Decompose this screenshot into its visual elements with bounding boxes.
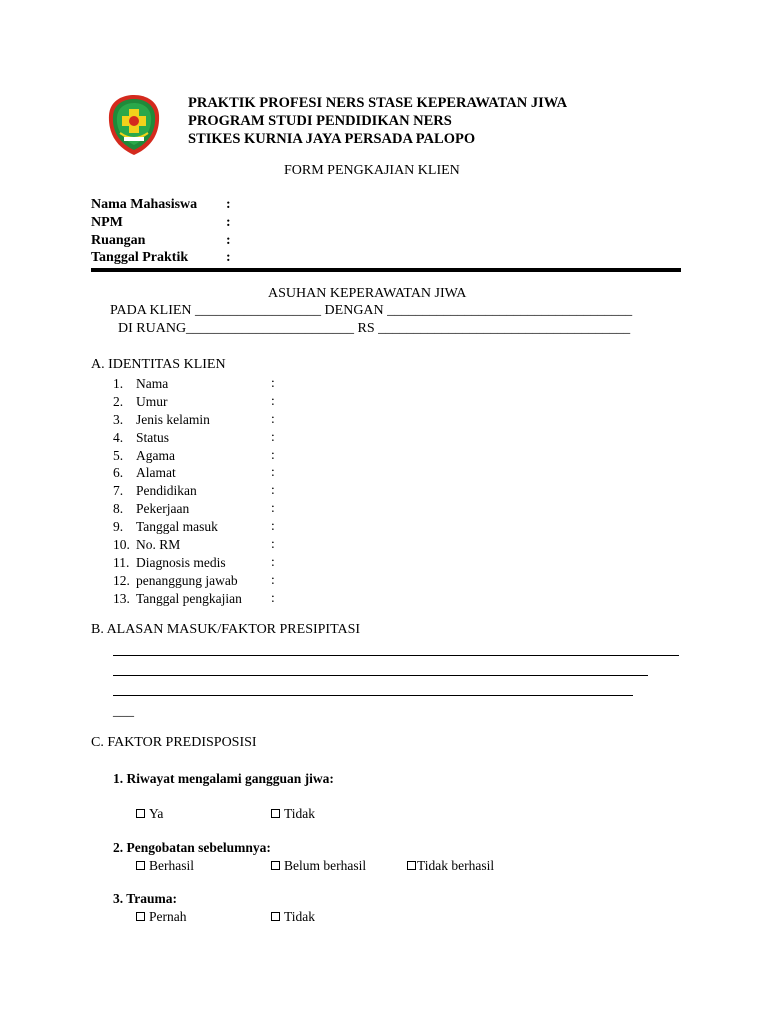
- di-ruang-line: DI RUANG________________________ RS ____________________________________: [118, 321, 631, 336]
- list-item: 11. Diagnosis medis: [113, 555, 226, 570]
- item-colon: :: [271, 590, 275, 605]
- item-colon: :: [271, 518, 275, 533]
- answer-line: [113, 655, 679, 656]
- item-colon: :: [271, 447, 275, 462]
- question-3-label: 3. Trauma:: [113, 891, 177, 906]
- checkbox[interactable]: [271, 809, 280, 818]
- option-tidak-berhasil[interactable]: Tidak berhasil: [407, 858, 494, 874]
- asuhan-title: ASUHAN KEPERAWATAN JIWA: [268, 286, 467, 301]
- section-b-title: B. ALASAN MASUK/FAKTOR PRESIPITASI: [91, 622, 361, 637]
- question-2-label: 2. Pengobatan sebelumnya:: [113, 840, 271, 855]
- item-colon: :: [271, 429, 275, 444]
- student-name-colon: :: [226, 197, 231, 212]
- list-item: 3. Jenis kelamin: [113, 412, 210, 427]
- list-item: 5. Agama: [113, 448, 175, 463]
- checkbox[interactable]: [271, 861, 280, 870]
- option-belum-berhasil[interactable]: Belum berhasil: [271, 858, 366, 874]
- section-a-title: A. IDENTITAS KLIEN: [91, 357, 226, 372]
- section-c-title: C. FAKTOR PREDISPOSISI: [91, 735, 257, 750]
- header-line-1: PRAKTIK PROFESI NERS STASE KEPERAWATAN JIWA: [188, 95, 568, 111]
- answer-line: [113, 675, 648, 676]
- tanggal-praktik-colon: :: [226, 250, 231, 265]
- list-item: 9. Tanggal masuk: [113, 519, 218, 534]
- item-colon: :: [271, 536, 275, 551]
- list-item: 8. Pekerjaan: [113, 501, 190, 516]
- question-1-label: 1. Riwayat mengalami gangguan jiwa:: [113, 771, 334, 786]
- list-item: 4. Status: [113, 430, 170, 445]
- item-colon: :: [271, 464, 275, 479]
- list-item: 7. Pendidikan: [113, 483, 197, 498]
- npm-label: NPM: [91, 215, 123, 230]
- header-line-2: PROGRAM STUDI PENDIDIKAN NERS: [188, 113, 452, 129]
- option-berhasil[interactable]: Berhasil: [136, 858, 194, 874]
- npm-colon: :: [226, 215, 231, 230]
- item-colon: :: [271, 500, 275, 515]
- list-item: 1. Nama: [113, 376, 169, 391]
- item-colon: :: [271, 572, 275, 587]
- option-tidak[interactable]: Tidak: [271, 806, 315, 822]
- pada-klien-line: PADA KLIEN __________________ DENGAN ___________________________________: [110, 303, 633, 318]
- student-name-label: Nama Mahasiswa: [91, 197, 198, 212]
- list-item: 10. No. RM: [113, 537, 181, 552]
- ruangan-colon: :: [226, 233, 231, 248]
- header-divider: [91, 268, 681, 272]
- list-item: 2. Umur: [113, 394, 168, 409]
- checkbox[interactable]: [136, 809, 145, 818]
- item-colon: :: [271, 554, 275, 569]
- list-item: 13. Tanggal pengkajian: [113, 591, 242, 606]
- list-item: 12. penanggung jawab: [113, 573, 238, 588]
- tanggal-praktik-label: Tanggal Praktik: [91, 250, 189, 265]
- item-colon: :: [271, 393, 275, 408]
- answer-line-tail: ___: [113, 704, 134, 719]
- option-pernah[interactable]: Pernah: [136, 909, 187, 925]
- checkbox[interactable]: [136, 912, 145, 921]
- option-ya[interactable]: Ya: [136, 806, 163, 822]
- checkbox[interactable]: [407, 861, 416, 870]
- item-colon: :: [271, 482, 275, 497]
- item-colon: :: [271, 411, 275, 426]
- option-tidak-trauma[interactable]: Tidak: [271, 909, 315, 925]
- list-item: 6. Alamat: [113, 465, 176, 480]
- ruangan-label: Ruangan: [91, 233, 146, 248]
- campus-emblem-icon: [106, 93, 162, 157]
- answer-line: [113, 695, 633, 696]
- form-title: FORM PENGKAJIAN KLIEN: [284, 163, 460, 178]
- checkbox[interactable]: [271, 912, 280, 921]
- item-colon: :: [271, 375, 275, 390]
- checkbox[interactable]: [136, 861, 145, 870]
- header-line-3: STIKES KURNIA JAYA PERSADA PALOPO: [188, 131, 476, 147]
